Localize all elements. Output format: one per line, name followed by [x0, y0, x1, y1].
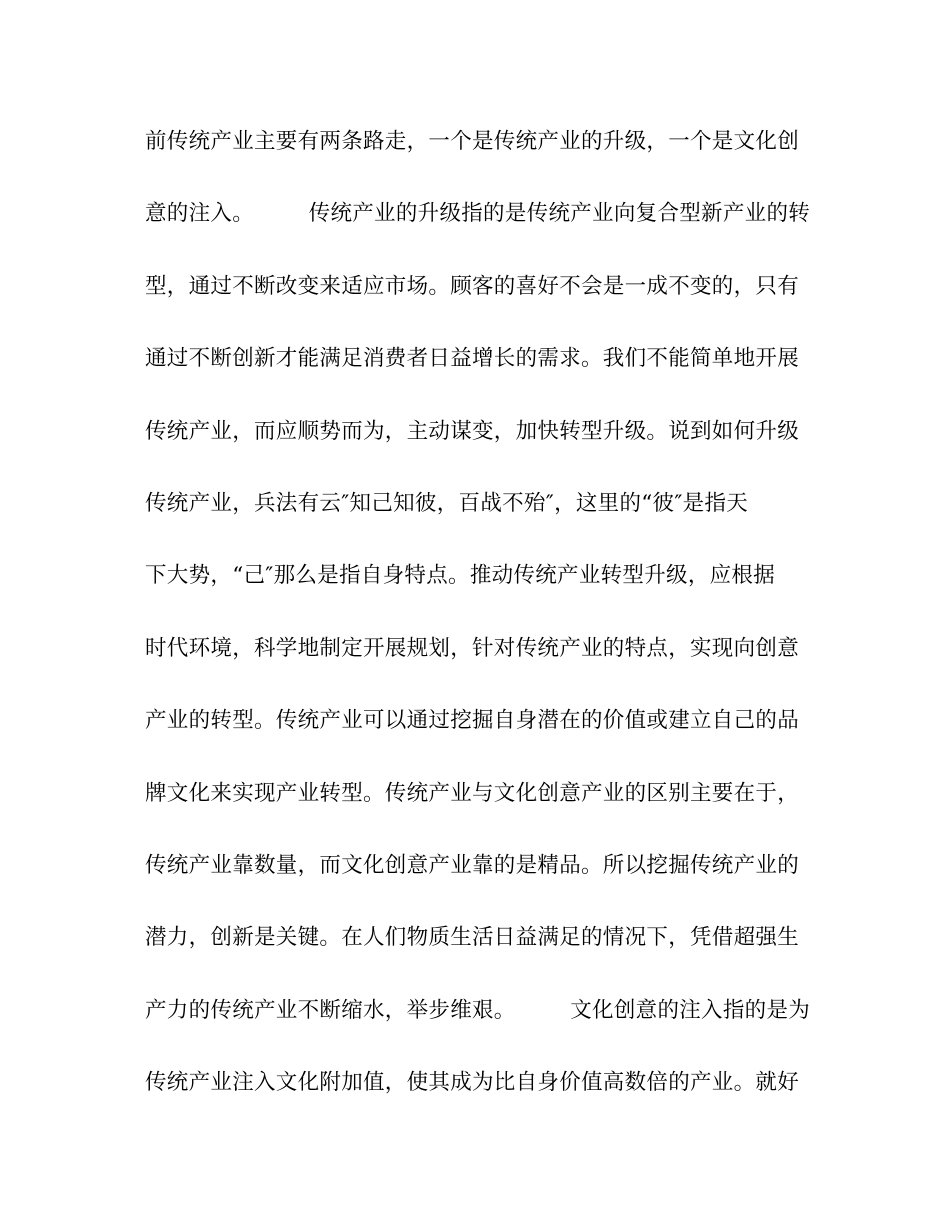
text-line: 产力的传统产业不断缩水，举步维艰。 文化创意的注入指的是为: [145, 997, 811, 1023]
body-text: [145, 118, 825, 1131]
text-line: 传统产业注入文化附加值，使其成为比自身价值高数倍的产业。就好: [145, 1070, 800, 1096]
text-line: 产业的转型。传统产业可以通过挖掘自身潜在的价值或建立自己的品: [145, 708, 800, 734]
text-line: 时代环境，科学地制定开展规划，针对传统产业的特点，实现向创意: [145, 635, 800, 661]
text-line: 意的注入。 传统产业的升级指的是传统产业向复合型新产业的转: [145, 201, 811, 227]
text-line: 传统产业，兵法有云″知己知彼，百战不殆″，这里的“彼″是指天: [145, 490, 749, 516]
text-line: 传统产业靠数量，而文化创意产业靠的是精品。所以挖掘传统产业的: [145, 852, 800, 878]
text-line: 牌文化来实现产业转型。传统产业与文化创意产业的区别主要在于，: [145, 780, 800, 806]
text-line: 潜力，创新是关键。在人们物质生活日益满足的情况下，凭借超强生: [145, 925, 800, 951]
text-line: 前传统产业主要有两条路走，一个是传统产业的升级，一个是文化创: [145, 129, 800, 154]
text-line: 传统产业，而应顺势而为，主动谋变，加快转型升级。说到如何升级: [145, 418, 800, 444]
text-line: 型，通过不断改变来适应市场。顾客的喜好不会是一成不变的，只有: [145, 273, 800, 299]
text-line: 通过不断创新才能满足消费者日益增长的需求。我们不能简单地开展: [145, 346, 800, 372]
text-line: 下大势，“己″那么是指自身特点。推动传统产业转型升级，应根据: [145, 563, 776, 589]
